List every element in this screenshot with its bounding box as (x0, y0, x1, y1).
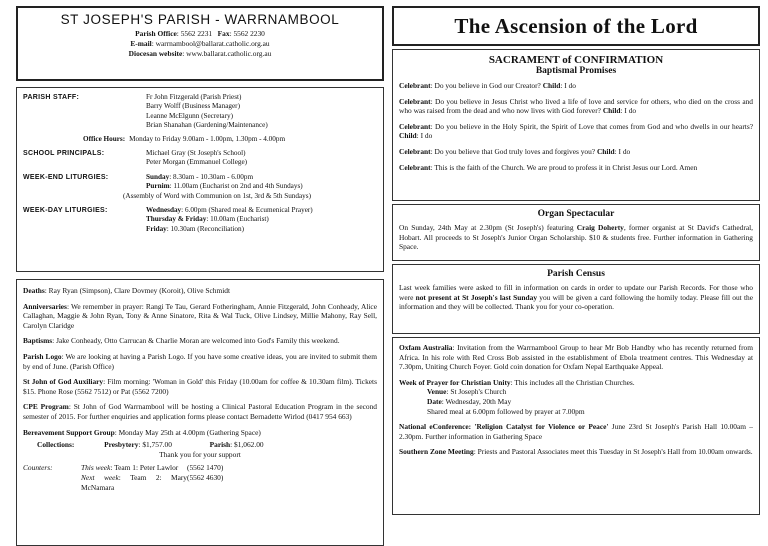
anniversaries: Anniversaries: We remember in prayer: Rangi Te Tau, Gerard Fotheringham, Annie Fitzgerald, John Conheady, Alice Callaghan, Maggie & John Ryan, Tony & Anne Sinatore, Rita & Wal Tuck, Olive Lindsey, Millie Mahony, Ray Sell, Carolyn Claridge (23, 301, 377, 330)
organ-section (392, 204, 760, 261)
email-line: E-mail: warrnambool@ballarat.catholic.org.au (130, 39, 270, 48)
baptisms: Baptisms: Jake Conheady, Otto Carrucan & Charlie Moran are welcomed into God's Family this weekend. (23, 336, 340, 346)
promise-2: Celebrant: Do you believe in Jesus Christ who lived a life of love and service for others, who died on the cross and who was raised from the dead and who now lives with God forever? Child: I do (399, 96, 753, 116)
econference: National eConference: 'Religion Catalyst for Violence or Peace' June 23rd St Joseph's Parish Hall 10.00am – 2.30pm. Further information in Gathering Space (399, 422, 753, 441)
organ-title: Organ Spectacular (537, 209, 615, 219)
sacrament-title: SACRAMENT of CONFIRMATION (488, 54, 664, 66)
parish-office-line: Parish Office: 5562 2231 Fax: 5562 2230 (135, 29, 265, 38)
staff-row: PARISH STAFF: Fr John Fitzgerald (Parish Priest) Barry Wolff (Business Manager) Leanne McElgunn (Secretary) Brian Shanahan (Gardening/Maintenance) (23, 93, 268, 130)
right-column (392, 6, 760, 515)
oxfam: Oxfam Australia: Invitation from the Warrnambool Group to hear Mr Bob Handby who has recently returned from Africa. In his role with Red Cross Bob assisted in the establishment of Ebola treatment centres. This Wednesday at 7.30pm, Uniting Church Foyer. Gold coin donation for Oxfam Nepal Earthquake Appeal. (399, 343, 753, 372)
unity-meal: Shared meal at 6.00pm followed by prayer at 7.00pm (427, 406, 585, 416)
southern-zone: Southern Zone Meeting: Priests and Pastoral Associates meet this Tuesday in St Joseph's Hall from 10.00am onwards. (399, 447, 753, 457)
office-hours-row: Office Hours: Monday to Friday 9.00am - 1.00pm, 1.30pm - 4.00pm (83, 134, 286, 143)
weekend-assembly: (Assembly of Word with Communion on 1st, 3rd & 5th Sundays) (123, 191, 311, 200)
census-title: Parish Census (547, 269, 605, 279)
unity-venue: Venue: St Joseph's Church (427, 387, 507, 397)
organ-text: On Sunday, 24th May at 2.30pm (St Joseph's) featuring Craig Doherty, former organist at St David's Cathedral, Hobart. All proceeds to St Joseph's Junior Organ Scholarship. $10 & students free. Further information in Gathering Space. (399, 223, 754, 252)
confirmation-section (392, 49, 760, 201)
parish-logo: Parish Logo: We are looking at having a Parish Logo. If you have some creative ideas, you are invited to submit them by end of June. (Parish Office) (23, 351, 377, 371)
weekday-liturgies-row: WEEK-DAY LITURGIES: Wednesday: 6.00pm (Shared meal & Ecumenical Prayer) Thursday & Friday: 10.00am (Eucharist) Friday: 10.30am (Reconciliation) (23, 206, 313, 233)
thanks: Thank you for your support (159, 449, 241, 459)
unity: Week of Prayer for Christian Unity: This includes all the Christian Churches. (399, 377, 635, 387)
website-line: Diocesan website: www.ballarat.catholic.org.au (128, 49, 272, 58)
auxiliary: St John of God Auxiliary: Film morning: 'Woman in Gold' this Friday (10.00am for coffee & 10.30am film). Tickets $15. Phone Rose (5562 7512) or Pat (5562 7200) (23, 377, 377, 396)
unity-date: Date: Wednesday, 20th May (427, 396, 512, 406)
promise-4: Celebrant: Do you believe that God truly loves and forgives you? Child: I do (399, 146, 631, 156)
ascension-title: The Ascension of the Lord (392, 6, 760, 46)
promise-1: Celebrant: Do you believe in God our Creator? Child: I do (399, 81, 576, 90)
staff-box (16, 87, 384, 272)
principals-row: SCHOOL PRINCIPALS: Michael Gray (St Joseph's School) Peter Morgan (Emmanuel College) (23, 149, 248, 167)
promise-3: Celebrant: Do you believe in the Holy Spirit, the Spirit of Love that comes from God and who dwells in our hearts? Child: I do (399, 121, 753, 141)
promise-final: Celebrant: This is the faith of the Church. We are proud to profess it in Christ Jesus our Lord. Amen (399, 162, 698, 172)
weekend-liturgies-row: WEEK-END LITURGIES: Sunday: 8.30am - 10.30am - 6.00pm Purnim: 11.00am (Eucharist on 2nd and 4th Sundays) (23, 172, 303, 191)
parish-title: ST JOSEPH'S PARISH - WARRNAMBOOL (60, 12, 340, 27)
left-column (16, 6, 384, 546)
collections: Collections: Presbytery: $1,757.00 Parish: $1,062.00 (37, 440, 264, 450)
counters-next-week: Next week: Team 2: Mary McNamara (5562 4630) (81, 472, 224, 492)
parish-header (16, 6, 384, 81)
notices-section (392, 337, 760, 515)
census-text: Last week families were asked to fill in information on cards in order to update our Parish Records. For those who were not present at St Joseph's last Sunday you will be given a card following the homily today. Please fill out the information and they will be collected. Thank you for your co-operation. (399, 283, 753, 312)
news-box (16, 279, 384, 546)
deaths: Deaths: Ray Ryan (Simpson), Clare Dovmey (Koroit), Olive Schmidt (23, 286, 231, 295)
counters-this-week: Counters: This week: Team 1: Peter Lawlor (5562 1470) (23, 463, 224, 473)
bereavement: Bereavement Support Group: Monday May 25th at 4.00pm (Gathering Space) (23, 427, 261, 437)
cpe-program: CPE Program: St John of God Warrnambool will be hosting a Clinical Pastoral Education Program in the second semester of 2015. For further enquiries and application forms please contact Bernadette Wirlod (0417 954 663) (23, 402, 377, 421)
census-section (392, 264, 760, 334)
sacrament-subtitle: Baptismal Promises (535, 66, 617, 76)
